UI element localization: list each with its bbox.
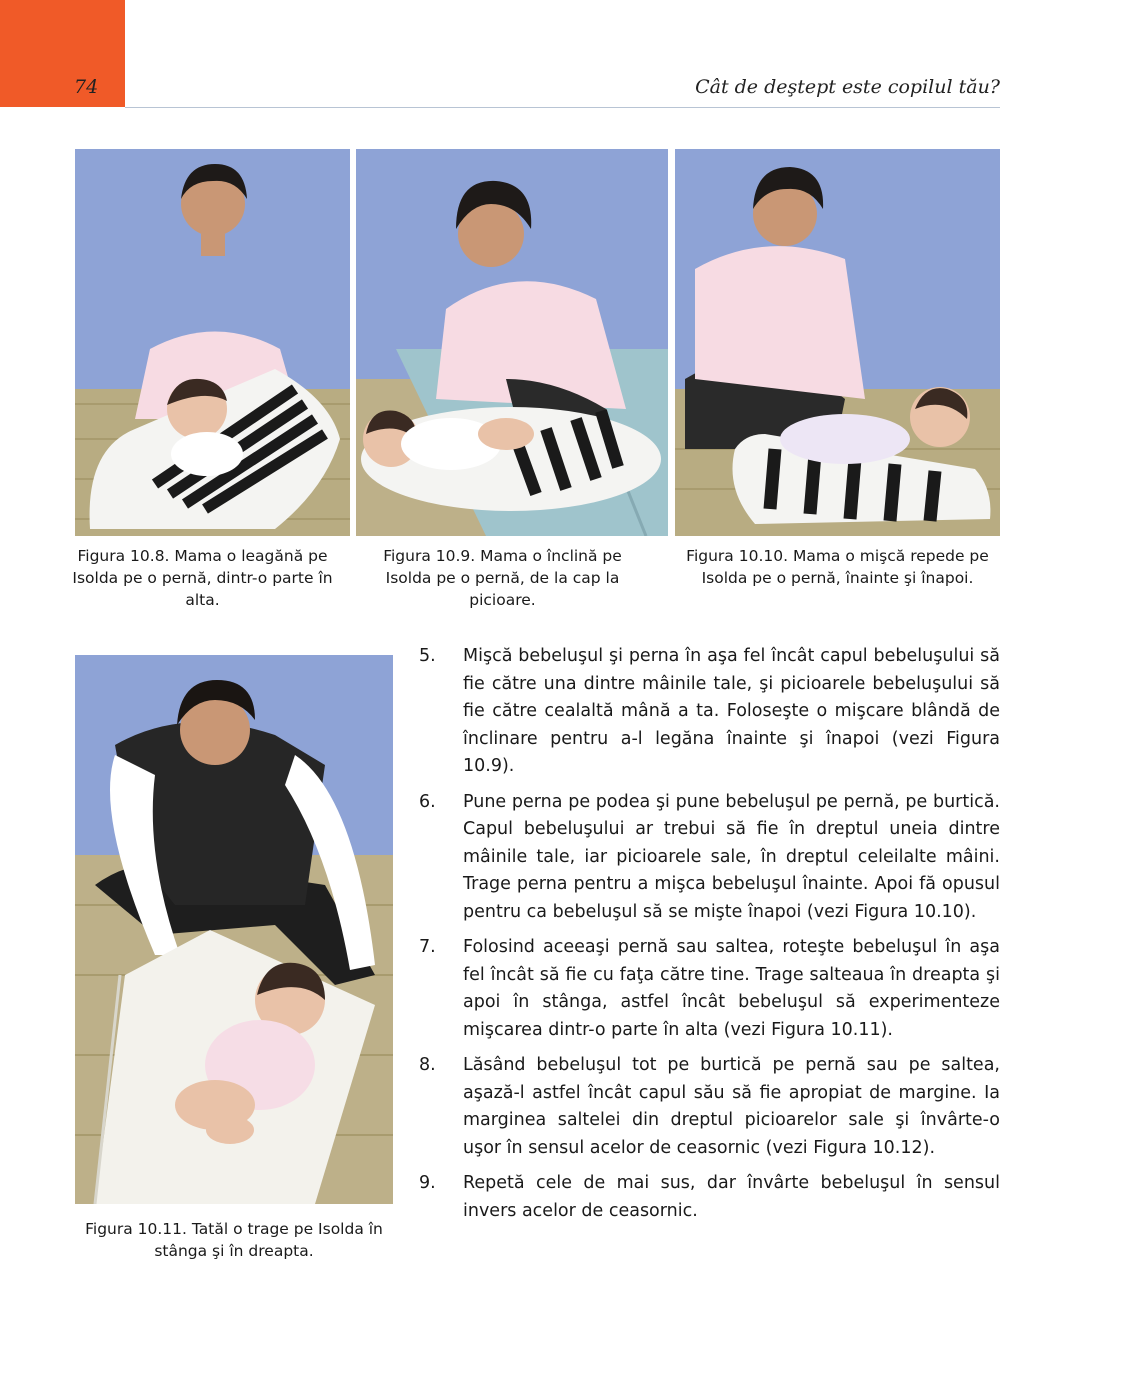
- photo-figure-10-10: [675, 149, 1000, 536]
- caption-figure-10-11: Figura 10.11. Tatăl o trage pe Isolda în stânga şi în dreapta.: [85, 1220, 383, 1260]
- caption-figure-10-9: Figura 10.9. Mama o înclină pe Isolda pe o pernă, de la cap la picioare.: [383, 547, 622, 609]
- chapter-color-tab: [0, 0, 125, 107]
- photo-figure-10-8: [75, 149, 350, 536]
- photo-figure-10-11: [75, 655, 393, 1204]
- running-title: Cât de deştept este copilul tău?: [695, 76, 1000, 98]
- step-number: 6.: [419, 791, 436, 812]
- list-item: [419, 1052, 1000, 1162]
- list-item: [419, 1170, 1000, 1225]
- page-number: 74: [74, 76, 99, 98]
- list-item: [419, 643, 1000, 781]
- step-text: Mişcă bebeluşul şi perna în aşa fel încât capul bebeluşului să fie către una dintre mâinile tale, şi picioarele bebeluşului să fie către cealaltă mână a ta. Foloseşte o mişcare blândă de înclinare pentru a-l legăna înainte şi înapoi (vezi Figura 10.9).: [463, 646, 1000, 776]
- step-number: 7.: [419, 937, 436, 957]
- step-text: Folosind aceeaşi pernă sau saltea, roteşte bebeluşul în aşa fel încât să fie cu faţa către tine. Trage salteaua în dreapta şi apoi în stânga, astfel încât bebeluşul să experimenteze mişcarea dintr-o parte în alta (vezi Figura 10.11).: [463, 937, 1000, 1040]
- step-number: 5.: [419, 646, 436, 666]
- photo-figure-10-9: [356, 149, 668, 536]
- instruction-list: [419, 643, 1000, 1233]
- caption-figure-10-8: Figura 10.8. Mama o leagănă pe Isolda pe o pernă, dintr-o parte în alta.: [72, 547, 333, 609]
- step-text: Repetă cele de mai sus, dar învârte bebeluşul în sensul invers acelor de ceasornic.: [463, 1173, 1000, 1221]
- caption-figure-10-10: Figura 10.10. Mama o mişcă repede pe Isolda pe o pernă, înainte şi înapoi.: [686, 547, 989, 587]
- list-item: [419, 789, 1000, 927]
- header-rule: [125, 107, 1000, 108]
- list-item: [419, 934, 1000, 1044]
- step-number: 9.: [419, 1173, 436, 1193]
- step-number: 8.: [419, 1055, 436, 1075]
- step-text: Lăsând bebeluşul tot pe burtică pe pernă sau pe saltea, aşază-l astfel încât capul său să fie apropiat de margine. Ia marginea saltelei din dreptul picioarelor sale şi învârte-o uşor în sensul acelor de ceasornic (vezi Figura 10.12).: [463, 1055, 1000, 1158]
- step-text: Pune perna pe podea şi pune bebeluşul pe pernă, pe burtică. Capul bebeluşului ar trebui să fie în dreptul uneia dintre mâinile tale, iar picioarele sale, în dreptul celeilalte mâini. Trage perna pentru a mişca bebeluşul înainte. Apoi fă opusul pentru ca bebeluşul să se mişte înapoi (vezi Figura 10.10).: [463, 791, 1000, 922]
